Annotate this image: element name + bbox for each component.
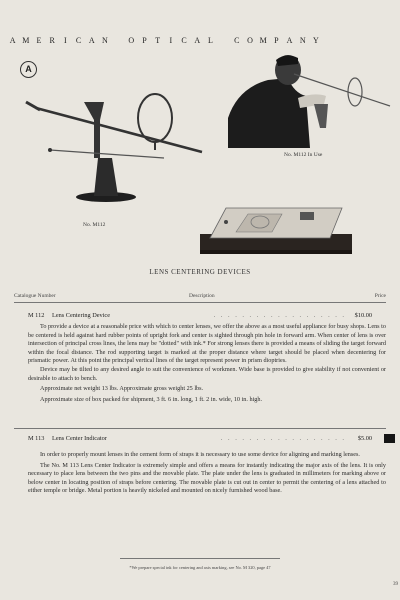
header-letter: C xyxy=(234,36,240,45)
table-rule xyxy=(14,302,386,303)
footnote-rule xyxy=(120,558,280,559)
col-catalogue-number: Catalogue Number xyxy=(14,293,56,299)
device-in-use-photo xyxy=(228,48,398,148)
item-row-m112 xyxy=(28,312,386,319)
company-logo: A xyxy=(20,61,37,78)
paragraph: Approximate net weight 13 lbs. Approximate gross weight 25 lbs. xyxy=(40,385,204,393)
item-row-m113 xyxy=(28,435,386,442)
header-letter: E xyxy=(36,36,42,45)
col-price: Price xyxy=(374,293,386,299)
section-title: LENS CENTERING DEVICES xyxy=(149,268,251,276)
paragraph: Approximate size of box packed for shipment, 3 ft. 6 in. long, 1 ft. 2 in. wide, 10 in. high. xyxy=(40,395,263,403)
page-header xyxy=(6,36,400,45)
paragraph: In order to properly mount lenses in the cement form of straps it is necessary to use some device for aligning and marking lenses. xyxy=(40,451,360,458)
header-letter: O xyxy=(128,36,135,45)
lens-center-indicator-illustration xyxy=(196,202,356,258)
paragraph: The No. M 113 Lens Center Indicator is extremely simple and offers a means for instantly indicating the major axis of the lens. It is only necessary to place lens between the two pins and the movable plate. The plate under the lens is graduated in millimeters for marking above or below center in locating position of straps before centering. The movable plate is cut out in center to permit the centering of a lens attached to either temple or bridge. Metal portion is heavily nickeled and mounted on nicely furnished wood base. xyxy=(28,461,386,495)
paragraph: Device may be tilted to any desired angle to suit the convenience of workmen. Wide base is provided to give stability if not convenient or desirable to attach to bench. xyxy=(28,365,386,382)
header-letter: M xyxy=(259,36,267,45)
item-price: $5.00 xyxy=(357,435,372,442)
header-letter: O xyxy=(247,36,253,45)
item-rule xyxy=(14,428,386,429)
header-letter: A xyxy=(194,36,201,45)
header-letter: L xyxy=(207,36,213,45)
figure-caption-m112: No. M112 xyxy=(83,222,106,228)
header-letter: C xyxy=(75,36,82,45)
header-letter: P xyxy=(274,36,279,45)
item-name: Lens Center Indicator xyxy=(51,435,107,442)
col-description: Description xyxy=(189,293,215,299)
header-letter: N xyxy=(299,36,306,45)
item-number: M 113 xyxy=(28,435,45,442)
header-letter: A xyxy=(286,36,293,45)
thumb-index-tab xyxy=(384,434,395,443)
leader-dots: . . . . . . . . . . . . . . . . . . . xyxy=(213,312,346,319)
header-letter: N xyxy=(102,36,108,45)
leader-dots: . . . . . . . . . . . . . . . . . . xyxy=(220,435,346,442)
header-letter: A xyxy=(88,36,95,45)
figure-caption-m112-in-use: No. M112 In Use xyxy=(284,152,323,158)
header-letter: R xyxy=(49,36,55,45)
item-name: Lens Centering Device xyxy=(51,312,111,319)
paragraph: To provide a device at a reasonable price with which to center lenses, we offer the above as a most useful appliance for busy shops. Lens to be centered is held against hard rubber points of upright fork and center is sighted through pin hole in forward arm. When center of lens is over intersection of principal cross lines, the lens may be "dotted" with ink.* For strong lenses there is provided a means of sliding the target forward within the focal distance. The rod supporting target is marked at the proper distance where target should be placed when decentering for prismatic power. At this point the principal vertical lines of the target represent power in prism dioptries. xyxy=(28,323,386,365)
item-description-m113 xyxy=(28,451,386,496)
item-description-m112 xyxy=(28,323,386,404)
header-letter: M xyxy=(22,36,30,45)
header-letter: P xyxy=(142,36,147,45)
footnote: *We prepare special ink for centering and axis marking, see No. M 320, page 47 xyxy=(129,565,271,570)
device-illustration xyxy=(14,80,204,205)
header-letter: C xyxy=(181,36,187,45)
header-letter: A xyxy=(9,36,16,45)
header-letter: I xyxy=(64,36,67,45)
header-letter: T xyxy=(155,36,161,45)
item-number: M 112 xyxy=(28,312,45,319)
header-letter: Y xyxy=(313,36,319,45)
page-number: 39 xyxy=(393,582,398,587)
item-price: $10.00 xyxy=(354,312,372,319)
header-letter: I xyxy=(169,36,173,45)
